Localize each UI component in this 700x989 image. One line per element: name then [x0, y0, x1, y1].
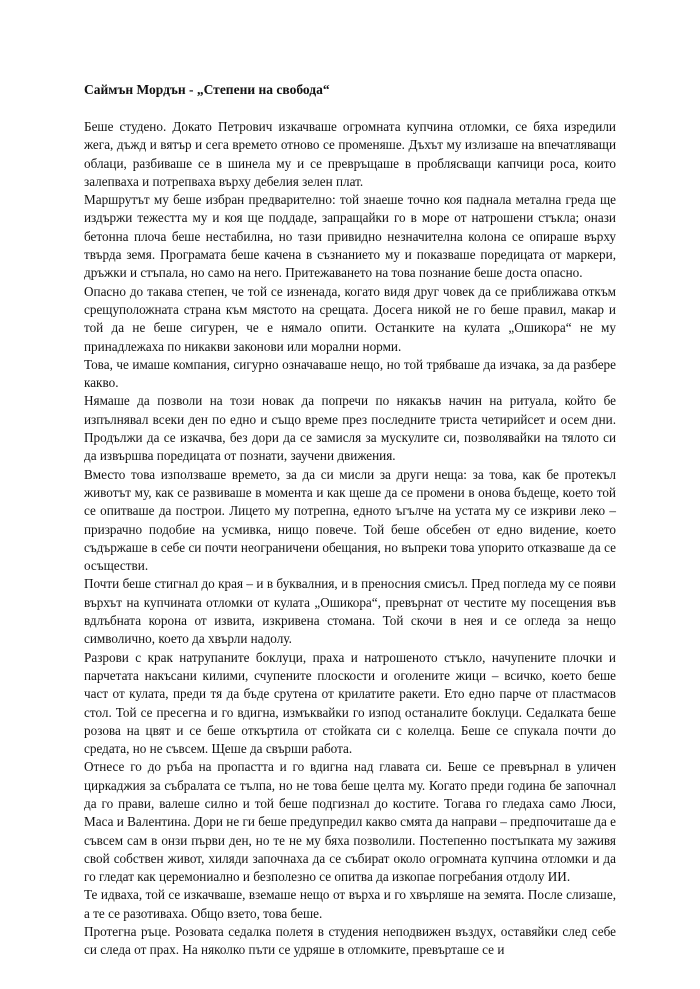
paragraph: Нямаше да позволи на този новак да попречи по някакъв начин на ритуала, който бе изпълнявал всеки ден по едно и също време през последните триста четирийсет и осем дни. Продължи да се изкачва, без дори да се замисля за мускулите си, позволявайки на тялото си да извършва поредицата от познати, заучени движения.	[84, 393, 616, 464]
paragraph: Те идваха, той се изкачваше, вземаше нещо от върха и го хвърляше на земята. После слизаше, а те се разотиваха. Общо взето, това беше.	[84, 887, 616, 921]
paragraph: Протегна ръце. Розовата седалка полетя в студения неподвижен въздух, оставяйки след себе си следа от прах. На няколко пъти се удряше в отломките, превърташе се и	[84, 924, 616, 958]
paragraph: Разрови с крак натрупаните боклуци, праха и натрошеното стъкло, начупените плочки и парчетата накъсани килими, счупените плоскости и оголените жици – всичко, което беше част от кулата, преди тя да бъде срутена от крилатите ракети. Ето едно парче от пластмасов стол. Той се пресегна и го вдигна, измъквайки го изпод останалите боклуци. Седалката беше розова на цвят и се беше откъртила от стойката си с колелца. Беше се спукала почти до средата, но не съвсем. Щеше да свърши работа.	[84, 649, 616, 757]
document-body	[84, 118, 616, 960]
paragraph: Маршрутът му беше избран предварително: той знаеше точно коя паднала метална греда ще издържи тежестта му и коя ще поддаде, запращайки го в море от натрошени стъкла; онази бетонна плоча беше нестабилна, но тази привидно незначителна колона се опираше върху твърда земя. Програмата беше качена в съзнанието му и показваше поредицата от маркери, дръжки и стъпала, но само на него. Притежаването на това познание беше доста опасно.	[84, 192, 616, 281]
document-title: Саймън Мордън - „Степени на свобода“	[84, 82, 330, 97]
paragraph: Беше студено. Докато Петрович изкачваше огромната купчина отломки, се бяха изредили жега, дъжд и вятър и сега времето отново се променяше. Дъхът му излизаше на впечатляващи облаци, разбиваше се в шинела му и се превръщаше в проблясващи капчици роса, които залепваха и потрепваха върху дебелия зелен плат.	[84, 119, 616, 189]
paragraph: Почти беше стигнал до края – и в буквалния, и в преносния смисъл. Пред погледа му се появи върхът на купчината отломки от кулата „Ошикора“, превърнат от честите му посещения във вдлъбната корона от извита, изкривена стомана. Той скочи в нея и се огледа за нещо символично, което да хвърли надолу.	[84, 576, 616, 647]
paragraph: Това, че имаше компания, сигурно означаваше нещо, но той трябваше да изчака, за да разбере какво.	[84, 356, 616, 391]
paragraph: Отнесе го до ръба на пропастта и го вдигна над главата си. Беше се превърнал в уличен циркаджия за събралата се тълпа, но не това беше целта му. Когато преди година бе започнал да го прави, валеше силно и той беше подгизнал до костите. Тогава го гледаха само Люси, Маса и Валентина. Дори не ги беше предупредил какво смята да направи – предпочиташе да е съвсем сам в онзи първи ден, но те не му бяха позволили. Постепенно постъпката му заживя свой собствен живот, хиляди започнаха да се събират около огромната купчина отломки и да го гледат как церемониално и безполезно се опитва да изкопае погребания отдолу ИИ.	[84, 759, 616, 885]
paragraph: Опасно до такава степен, че той се изненада, когато видя друг човек да се приближава откъм срещуположната страна към мястото на срещата. Досега никой не го беше правил, макар и той да не беше сигурен, че е нямало опити. Останките на кулата „Ошикора“ не му принадлежаха по никакви законови или морални норми.	[84, 283, 616, 354]
paragraph: Вместо това използваше времето, за да си мисли за други неща: за това, как бе протекъл животът му, как се развиваше в момента и как щеше да се промени в онова бъдеще, което той се опитваше да построи. Лицето му потрепна, едното ъгълче на устата му се изкриви леко – призрачно подобие на усмивка, нищо повече. Той беше обсебен от едно видение, което съдържаше в себе си почти неограничени обещания, но въпреки това упорито отказваше да се осъществи.	[84, 466, 616, 574]
